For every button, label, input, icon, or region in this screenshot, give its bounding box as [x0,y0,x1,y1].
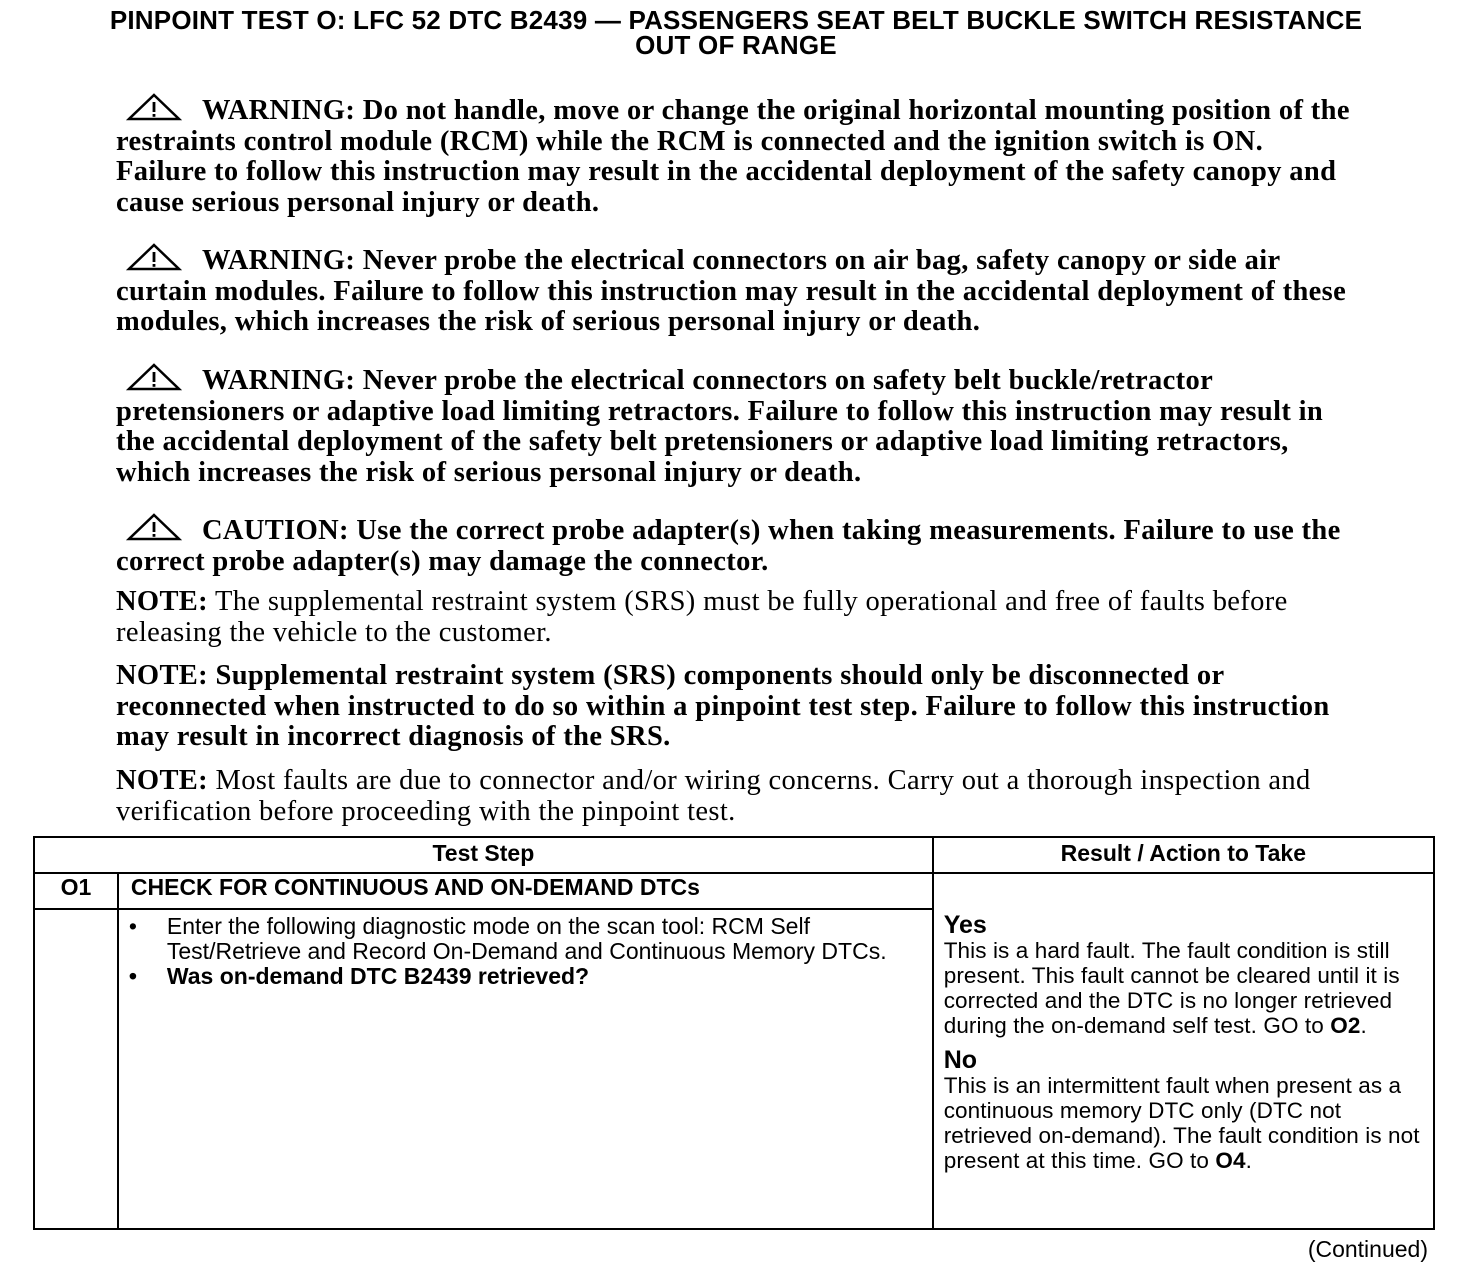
note-text: Most faults are due to connector and/or wiring concerns. Carry out a thorough inspection and verification before proceeding with the pinpoint test. [116,765,1311,827]
instruction-list [129,914,912,989]
note-label: NOTE: [116,660,209,691]
warning-label: WARNING: [202,245,356,276]
result-no-label: No [943,1046,978,1074]
title-line-2: OUT OF RANGE [635,30,837,60]
warning-text: Do not handle, move or change the original horizontal mounting position of the restraints control module (RCM) while the RCM is connected and the ignition switch is ON. Failure to follow this instruction may result in the accidental deployment of the safety canopy and cause serious personal injury or death. [116,95,1350,218]
caution-block [116,512,1356,577]
step-title: CHECK FOR CONTINUOUS AND ON-DEMAND DTCs [118,873,933,909]
note-block-3 [116,766,1356,827]
step-instructions [118,909,933,1229]
table-row [34,873,1434,909]
warning-triangle-icon [126,512,182,542]
warning-label: WARNING: [202,95,356,126]
warning-block-3 [116,362,1356,488]
note-label: NOTE: [116,586,209,617]
header-test-step: Test Step [34,837,933,873]
instruction-item: • Enter the following diagnostic mode on the scan tool: RCM Self Test/Retrieve and Record On-Demand and Continuous Memory DTCs. [129,914,912,964]
goto-link-o2[interactable]: O2 [1330,1013,1361,1038]
result-no-text: This is an intermittent fault when present as a continuous memory DTC only (DTC not retrieved on-demand). The fault condition is not present at this time. GO to O4. [943,1073,1420,1173]
table-header-row [34,837,1434,873]
result-no-body: This is an intermittent fault when present as a continuous memory DTC only (DTC not retrieved on-demand). The fault condition is not present at this time. GO to [943,1073,1420,1173]
warning-block-1 [116,92,1356,218]
warning-text: Never probe the electrical connectors on air bag, safety canopy or side air curtain modules. Failure to follow this instruction may result in the accidental deployment of these modules, which increases the risk of serious personal injury or death. [116,245,1347,337]
pinpoint-test-table [33,836,1435,1230]
continued-label: (Continued) [1307,1236,1428,1262]
result-yes-body: This is a hard fault. The fault condition is still present. This fault cannot be cleared until it is corrected and the DTC is no longer retrieved during the on-demand self test. GO to [943,938,1400,1038]
goto-link-o4[interactable]: O4 [1215,1148,1246,1173]
result-cell [933,873,1434,1229]
instruction-question: • Was on-demand DTC B2439 retrieved? [129,964,912,989]
page-title [40,5,1432,60]
caution-label: CAUTION: [202,515,349,546]
note-block-2 [116,661,1356,753]
warning-text: Never probe the electrical connectors on safety belt buckle/retractor pretensioners or adaptive load limiting retractors. Failure to follow this instruction may result in the accidental deployment of the safety belt pretensioners or adaptive load limiting retractors, which increases the risk of serious personal injury or death. [116,365,1324,488]
step-number: O1 [34,873,118,909]
step-number-blank [34,909,118,1229]
result-yes-text: This is a hard fault. The fault condition is still present. This fault cannot be cleared until it is corrected and the DTC is no longer retrieved during the on-demand self test. GO to O2. [943,938,1400,1038]
result-yes-label: Yes [943,911,987,939]
note-label: NOTE: [116,765,209,796]
note-text: Supplemental restraint system (SRS) components should only be disconnected or reconnected when instructed to do so within a pinpoint test step. Failure to follow this instruction may result in incorrect diagnosis of the SRS. [116,660,1330,752]
note-text: The supplemental restraint system (SRS) must be fully operational and free of faults before releasing the vehicle to the customer. [116,586,1288,648]
title-line-1: PINPOINT TEST O: LFC 52 DTC B2439 — PASSENGERS SEAT BELT BUCKLE SWITCH RESISTANCE [109,5,1363,35]
header-result-action: Result / Action to Take [933,837,1434,873]
warning-triangle-icon [126,242,182,272]
warning-block-2 [116,242,1356,338]
caution-text: Use the correct probe adapter(s) when taking measurements. Failure to use the correct probe adapter(s) may damage the connector. [116,515,1341,577]
warning-triangle-icon [126,362,182,392]
note-block-1 [116,587,1356,648]
warning-label: WARNING: [202,365,356,396]
warning-triangle-icon [126,92,182,122]
